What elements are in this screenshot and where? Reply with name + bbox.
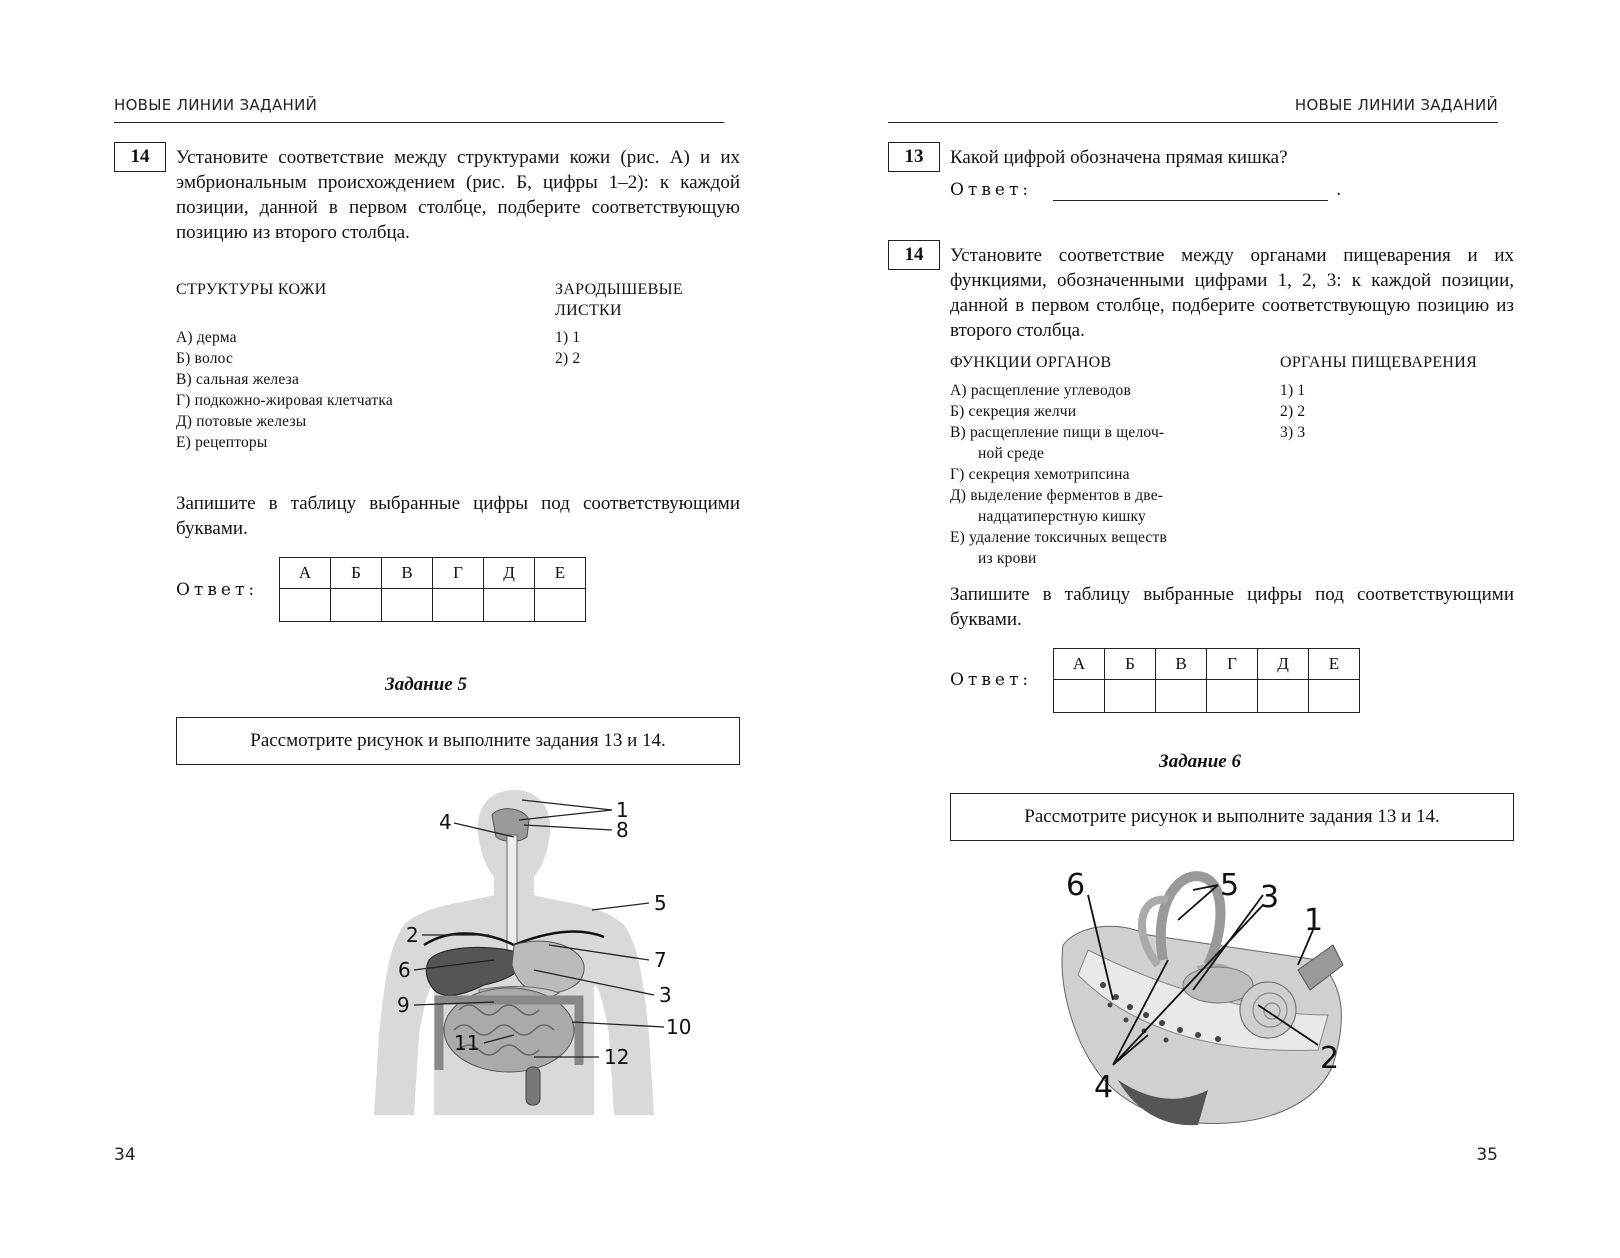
germ-layers-list bbox=[555, 327, 580, 369]
answer-instruction: Запишите в таблицу выбранные цифры под соответствующими буквами. bbox=[950, 584, 1514, 630]
answer-cell[interactable] bbox=[535, 589, 586, 622]
figure-label-2: 2 bbox=[1320, 1041, 1340, 1076]
list-item: В) расщепление пищи в щелоч- bbox=[950, 424, 1165, 441]
header-rule bbox=[888, 122, 1498, 123]
list-item-continuation: ной среде bbox=[978, 445, 1045, 462]
list-item: 2) 2 bbox=[1280, 403, 1306, 420]
list-item: Е) удаление токсичных веществ bbox=[950, 529, 1167, 546]
figure-label-11: 11 bbox=[454, 1031, 480, 1055]
list-item: Д) выделение ферментов в две- bbox=[950, 487, 1164, 504]
answer-line[interactable] bbox=[1053, 200, 1328, 201]
list-item: 1) 1 bbox=[1280, 382, 1306, 399]
question-number: 13 bbox=[888, 142, 940, 172]
list-item: Г) секреция хемотрипсина bbox=[950, 466, 1130, 483]
list-item: А) дерма bbox=[176, 329, 237, 346]
answer-label: Ответ: bbox=[950, 180, 1033, 200]
running-header: НОВЫЕ ЛИНИИ ЗАДАНИЙ bbox=[1294, 96, 1498, 114]
answer-cell[interactable] bbox=[1105, 680, 1156, 713]
figure-label-9: 9 bbox=[397, 993, 410, 1017]
list-item: В) сальная железа bbox=[176, 371, 300, 388]
figure-label-12: 12 bbox=[604, 1045, 630, 1069]
list-item: Б) секреция желчи bbox=[950, 403, 1077, 420]
figure-label-2: 2 bbox=[406, 923, 419, 947]
list-item-continuation: надцатиперстную кишку bbox=[978, 508, 1147, 525]
question-number: 14 bbox=[888, 240, 940, 270]
answer-letter: А bbox=[1054, 649, 1105, 680]
figure-label-10: 10 bbox=[666, 1015, 692, 1039]
instruction-box: Рассмотрите рисунок и выполните задания 13 и 14. bbox=[176, 717, 740, 765]
answer-end: . bbox=[1336, 180, 1346, 200]
column-header-line: ЛИСТКИ bbox=[555, 302, 622, 319]
list-item: Е) рецепторы bbox=[176, 434, 268, 451]
column-header-germ-layers bbox=[555, 279, 683, 321]
list-item: Г) подкожно-жировая клетчатка bbox=[176, 392, 393, 409]
figure-label-4: 4 bbox=[439, 810, 452, 834]
answer-cell[interactable] bbox=[1258, 680, 1309, 713]
answer-letter: Е bbox=[535, 558, 586, 589]
figure-label-6: 6 bbox=[1066, 868, 1086, 903]
figure-label-3: 3 bbox=[659, 983, 672, 1007]
right-page bbox=[888, 0, 1514, 1258]
answer-label: Ответ: bbox=[176, 580, 259, 600]
figure-label-1: 1 bbox=[616, 798, 629, 822]
answer-label: Ответ: bbox=[950, 670, 1033, 690]
figure-label-5: 5 bbox=[1220, 868, 1240, 903]
figure-label-7: 7 bbox=[654, 948, 667, 972]
column-header-organs: ОРГАНЫ ПИЩЕВАРЕНИЯ bbox=[1280, 354, 1478, 371]
running-header: НОВЫЕ ЛИНИИ ЗАДАНИЙ bbox=[114, 96, 318, 114]
answer-cell[interactable] bbox=[331, 589, 382, 622]
figure-label-1: 1 bbox=[1304, 903, 1324, 938]
answer-cell[interactable] bbox=[1054, 680, 1105, 713]
zadanie-title: Задание 5 bbox=[385, 674, 467, 695]
figure-label-3: 3 bbox=[1260, 880, 1280, 915]
question-text: Какой цифрой обозначена прямая кишка? bbox=[950, 147, 1288, 168]
answer-cell[interactable] bbox=[382, 589, 433, 622]
answer-letter: Д bbox=[1258, 649, 1309, 680]
answer-letter: Д bbox=[484, 558, 535, 589]
inner-ear-figure bbox=[1058, 865, 1378, 1135]
answer-table bbox=[279, 557, 586, 622]
list-item: 3) 3 bbox=[1280, 424, 1306, 441]
column-header-functions: ФУНКЦИИ ОРГАНОВ bbox=[950, 354, 1112, 371]
rectum bbox=[526, 1067, 540, 1105]
esophagus bbox=[507, 835, 517, 955]
question-text: Установите соответствие между органами пищеварения и их функциями, обозначенными цифрами 1, 2, 3: к каждой позиции, данной в первом столбце, подберите соответствующую позицию из второго столбца. bbox=[950, 245, 1514, 341]
list-item-continuation: из крови bbox=[978, 550, 1037, 567]
answer-cell[interactable] bbox=[433, 589, 484, 622]
column-header-line: ЗАРОДЫШЕВЫЕ bbox=[555, 281, 683, 298]
list-item: А) расщепление углеводов bbox=[950, 382, 1132, 399]
instruction-box: Рассмотрите рисунок и выполните задания 13 и 14. bbox=[950, 793, 1514, 841]
figure-label-8: 8 bbox=[616, 818, 629, 842]
answer-cell[interactable] bbox=[280, 589, 331, 622]
answer-letter: Б bbox=[1105, 649, 1156, 680]
zadanie-title: Задание 6 bbox=[1159, 751, 1241, 772]
question-text: Установите соответствие между структурами кожи (рис. А) и их эмбриональным происхождением (рис. Б, цифры 1–2): к каждой позиции, данной в первом столбце, подберите соответствующую позицию из второго столбца. bbox=[176, 147, 740, 243]
list-item: Б) волос bbox=[176, 350, 234, 367]
digestive-system-figure bbox=[294, 785, 734, 1125]
structures-list bbox=[176, 327, 393, 453]
header-rule bbox=[114, 122, 724, 123]
answer-cell[interactable] bbox=[484, 589, 535, 622]
answer-letter: Г bbox=[433, 558, 484, 589]
answer-letter: А bbox=[280, 558, 331, 589]
page-number: 35 bbox=[1476, 1145, 1498, 1165]
answer-letter: Е bbox=[1309, 649, 1360, 680]
list-item: 2) 2 bbox=[555, 350, 581, 367]
page-number: 34 bbox=[114, 1145, 136, 1165]
answer-letter: В bbox=[382, 558, 433, 589]
answer-cell[interactable] bbox=[1207, 680, 1258, 713]
question-number: 14 bbox=[114, 142, 166, 172]
column-header-structures: СТРУКТУРЫ КОЖИ bbox=[176, 281, 327, 298]
answer-cell[interactable] bbox=[1156, 680, 1207, 713]
figure-label-6: 6 bbox=[398, 958, 411, 982]
functions-list bbox=[950, 380, 1167, 569]
organs-list bbox=[1280, 380, 1305, 443]
answer-instruction: Запишите в таблицу выбранные цифры под соответствующими буквами. bbox=[176, 493, 740, 539]
left-page bbox=[114, 0, 740, 1258]
answer-letter: Г bbox=[1207, 649, 1258, 680]
answer-letter: Б bbox=[331, 558, 382, 589]
list-item: 1) 1 bbox=[555, 329, 581, 346]
answer-letter: В bbox=[1156, 649, 1207, 680]
figure-label-5: 5 bbox=[654, 891, 667, 915]
figure-label-4: 4 bbox=[1094, 1070, 1114, 1105]
answer-table bbox=[1053, 648, 1360, 713]
list-item: Д) потовые железы bbox=[176, 413, 307, 430]
answer-cell[interactable] bbox=[1309, 680, 1360, 713]
